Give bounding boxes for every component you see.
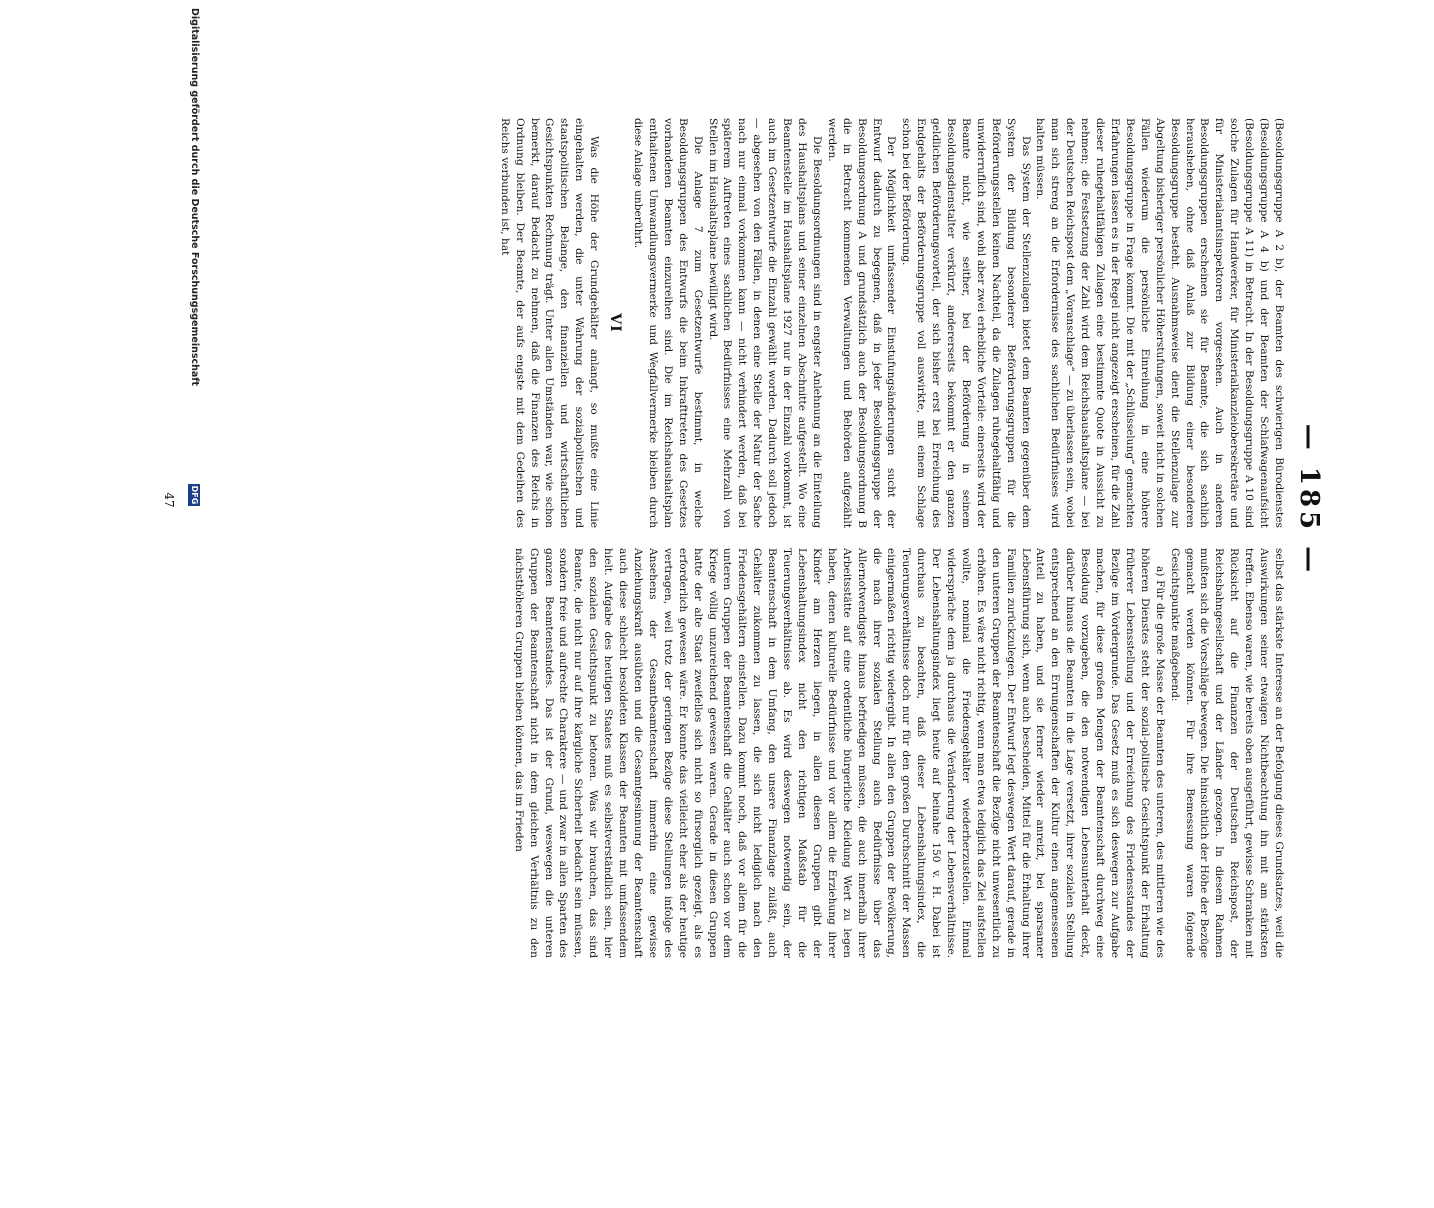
section-heading: VI [607,313,624,333]
paragraph: Die Anlage 7 zum Gesetzentwurfe bestimmt, in welche Besoldungsgruppen des Entwurfs die beim Inkrafttreten des Gesetzes vorhandenen Beamten einzureihen sind. Die im Reichshaushaltsplan enthaltenen Umwandlungsvermerke und Wegfallvermerke bleiben durch diese Anlage unberührt. [632,118,704,528]
text-column-left [196,118,1286,528]
digitization-credit-text: Digitalisierung gefördert durch die Deutsche Forschungsgemeinschaft [189,8,200,386]
paragraph: selbst das stärkste Interesse an der Befolgung dieses Grundsatzes, weil die Auswirkungen seiner etwaigen Nichtbeachtung ihn mit am stärksten treffen. Ebenso waren, wie bereits oben ausgeführt, gewisse Schranken mit Rücksicht auf die Finanzen der Deutschen Reichspost, der Reichsbahngesellschaft und der Länder gezogen. In diesem Rahmen mußten sich die Vorschläge bewegen. Die hinsichtlich der Höhe der Bezüge gemacht werden können. Für ihre Bemessung waren folgende Gesichtspunkte maßgebend: [1168,548,1285,958]
paragraph: Was die Höhe der Grundgehälter anlangt, so mußte eine Linie eingehalten werden, die unter Wahrung der sozialpolitischen und staatspolitischen Belange, den finanziellen und wirtschaftlichen Gesichtspunkten Rechnung trägt. Unter allen Umständen war, wie schon bemerkt, darauf Bedacht zu nehmen, daß die Finanzen des Reichs in Ordnung bleiben. Der Beamte, der aufs engste mit dem Gedeihen des Reichs verbunden ist, hat [498,118,601,528]
dfg-logo: DFG [190,485,199,505]
paragraph: (Besoldungsgruppe A 2 b), der Beamten des schwierigen Bürodienstes (Besoldungsgruppe A 4 b) und der Beamten der Schlafwagenaufsicht (Besoldungsgruppe A 11) in Betracht. In der Besoldungsgruppe A 10 sind solche Zulagen für Handwerker, für Ministerialkanzleiobersekretäre und für Ministerialamtsinspektoren vorgesehen. Auch in anderen Besoldungsgruppen erscheinen sie für Beamte, die sich sachlich herausheben, ohne daß Anlaß zur Bildung einer besonderen Besoldungsgruppe besteht. Ausnahmsweise dient die Stellenzulage zur Abgeltung bisheriger persönlicher Höherstufungen, soweit nicht in solchen Fällen wiederum die persönliche Einreihung in eine höhere Besoldungsgruppe in Frage kommt. Die mit der „Schlüsselung“ gemachten Erfahrungen lassen es in der Regel nicht angezeigt erscheinen, für die Zahl dieser ruhegehaltfähigen Zulagen eine bestimmte Quote in Aussicht zu nehmen; die Festsetzung der Zahl wird dem Reichshaushaltsplane — bei der Deutschen Reichspost dem „Voranschlage“ — zu überlassen sein, wobei man sich streng an die Erfordernisse des sachlichen Bedürfnisses wird halten müssen. [1034,118,1285,528]
text-column-right [196,548,1286,958]
paragraph: Der Möglichkeit umfassender Einstufungsänderungen sucht der Entwurf dadurch zu begegnen, daß in jeder Besoldungsgruppe der Besoldungsordnung A und grundsätzlich auch der Besoldungsordnung B die in Betracht kommenden Verwaltungen und Behörden aufgezählt werden. [825,118,898,528]
folio-number: 47 [162,492,176,508]
page-number-header: — 185 — [1294,423,1324,577]
paragraph: a) Für die große Masse der Beamten des unteren, des mittleren wie des höheren Dienstes steht der sozial-politische Gesichtspunkt der Erhaltung früherer Lebensstellung und der Erreichung des Friedensstandes der Bezüge im Vordergrunde. Das Gesetz muß es sich deswegen zur Aufgabe machen, für diese großen Mengen der Beamtenschaft durchweg eine Besoldung vorzugeben, die den notwendigen Lebensunterhalt deckt, darüber hinaus die Beamten in die Lage versetzt, ihrer sozialen Stellung entsprechend an den Errungenschaften der Kultur einen angemessenen Anteil zu haben, und sie ferner wieder anreizt, bei sparsamer Lebensführung sich, wenn auch bescheiden, Mittel für die Erhaltung ihrer Familien zurückzulegen. Der Entwurf legt deswegen Wert darauf, gerade in den unteren Gruppen der Beamtenschaft die Bezüge nicht unwesentlich zu erhöhen. Es wäre nicht richtig, wenn man etwa lediglich das Ziel aufstellen wollte, nominal die Friedensgehälter wiederherzustellen. Einmal widerspräche dem ja durchaus die Veränderung der Lebensverhältnisse. Der Lebenshaltungsindex liegt heute auf beinahe 150 v. H. Dabei ist durchaus zu beachten, daß dieser Lebenshaltungsindex, die Teuerungsverhältnisse doch nur für den großen Durchschnitt der Massen einigermaßen richtig wiedergibt. In allen den Gruppen der Bevölkerung, die nach ihrer sozialen Stellung auch Bedürfnisse über das Allernotwendigste hinaus befriedigen müssen, die auch innerhalb ihrer Arbeitsstätte auf eine ordentliche bürgerliche Kleidung Wert zu legen haben, denen kulturelle Bedürfnisse und vor allem die Erziehung ihrer Kinder am Herzen liegen, in allen diesen Gruppen gibt der Lebenshaltungsindex nicht den richtigen Maßstab für die Teuerungsverhältnisse ab. Es wird deswegen notwendig sein, der Beamtenschaft in dem Umfang, den unsere Finanzlage zuläßt, auch Gehälter zukommen zu lassen, die sich nicht lediglich nach den Friedensgehältern einstellen. Dazu kommt noch, daß vor allem für die unteren Gruppen der Beamtenschaft die Gehälter auch schon vor dem Kriege völlig unzureichend gewesen waren. Gerade in diesen Gruppen hatte der alte Staat zweifellos sich nicht so fürsorglich gezeigt, als es erforderlich gewesen wäre. Er konnte das vielleicht eher als der heutige vertragen, weil trotz der geringen Bezüge diese Stellungen infolge des Ansehens der Gesamtbeamtenschaft immerhin eine gewisse Anziehungskraft ausübten und die Gesamtgesinnung der Beamtenschaft auch diese schlecht besoldeten Klassen der Beamten mit umfassendem hielt. Aufgabe des heutigen Staates muß es selbstverständlich sein, hier den sozialen Gesichtspunkt zu betonen. Was wir brauchen, das sind Beamte, die nicht nur auf ihre kärgliche Sicherheit bedacht sein müssen, sondern freie und aufrechte Charaktere — und zwar in allen Sparten des ganzen Beamtenstandes. Das ist der Grund, weswegen die unteren Gruppen der Beamtenschaft nicht in dem gleichen Verhältnis zu den nächsthöheren Gruppen bleiben können, das im Frieden [512,548,1166,958]
digitization-credit [186,8,200,1208]
paragraph: Die Besoldungsordnungen sind in engster Anlehnung an die Einteilung des Haushaltsplans und seiner einzelnen Abschnitte aufgestellt. Wo eine Beamtenstelle im Haushaltsplane 1927 nur in der Einzahl vorkommt, ist auch im Gesetzentwurfe die Einzahl gewählt worden. Dadurch soll jedoch — abgesehen von den Fällen, in denen eine Stelle der Natur der Sache nach nur einmal vorkommen kann — nicht verhindert werden, daß bei späterem Auftreten eines sachlichen Bedürfnisses eine Mehrzahl von Stellen im Haushaltsplane bewilligt wird. [706,118,823,528]
paragraph: Das System der Stellenzulagen bietet dem Beamten gegenüber dem System der Bildung besonderer Beförderungsgruppen für die Beförderungsstellen keinen Nachteil, da die Zulagen ruhegehaltfähig und unwiderruflich sind, wohl aber zwei erhebliche Vorteile: einerseits wird der Beamte nicht, wie seither, bei der Beförderung in seinem Besoldungsdienstalter verkürzt, andererseits bekommt er den ganzen geldlichen Beförderungsvorteil, der sich bisher erst bei Erreichung des Endgehalts der Beförderungsgruppe voll auswirkte, mit einem Schlage schon bei der Beförderung. [900,118,1032,528]
